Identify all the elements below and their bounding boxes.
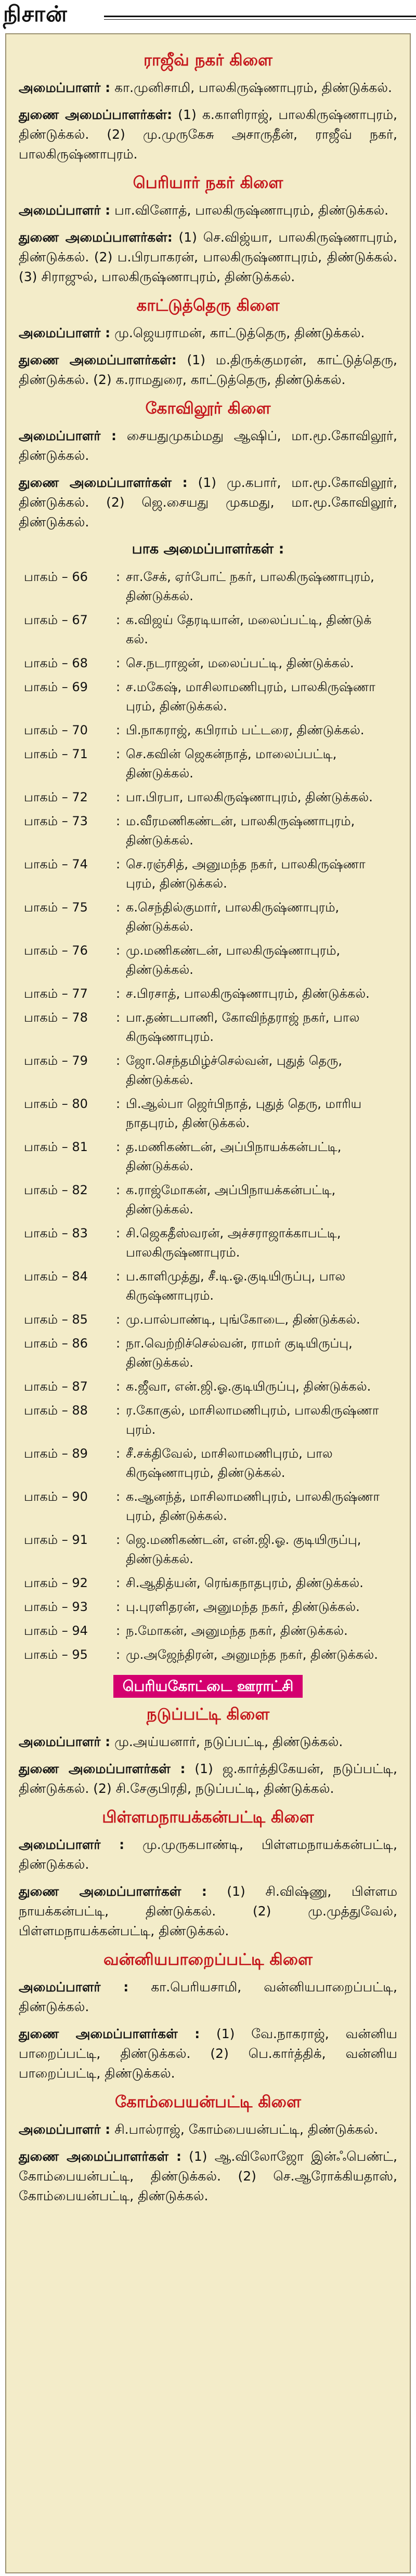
ward-colon: : — [115, 1533, 121, 1547]
ward-number: பாகம் – 84 — [24, 1269, 88, 1284]
organizer-text: சையதுமுகம்மது ஆஷிப், மா.மூ.கோவிலூர், திண்டுக்கல். — [19, 428, 397, 463]
ward-number: பாகம் – 95 — [24, 1647, 88, 1662]
organizer-label: அமைப்பாளர் : — [19, 1979, 129, 1994]
ward-row — [19, 1224, 397, 1262]
ward-organizer-name: க.ஆனந்த், மாசிலாமணிபுரம், பாலகிருஷ்ணா புரம், திண்டுக்கல். — [126, 1489, 380, 1523]
ward-colon: : — [115, 723, 121, 737]
ward-organizer-name: மு.மணிகண்டன், பாலகிருஷ்ணாபுரம், திண்டுக்கல். — [126, 943, 341, 977]
ward-colon: : — [115, 1600, 121, 1614]
ward-organizer-name: செ.ரஞ்சித், அனுமந்த நகர், பாலகிருஷ்ணா புரம், திண்டுக்கல். — [126, 857, 366, 891]
ward-organizer-name: மு.அஜேந்திரன், அனுமந்த நகர், திண்டுக்கல். — [126, 1647, 378, 1662]
ward-colon: : — [115, 1183, 121, 1197]
ward-number: பாகம் – 94 — [24, 1623, 88, 1638]
ward-colon: : — [115, 1269, 121, 1284]
branch-title: ராஜீவ் நகர் கிளை — [144, 51, 272, 70]
ward-number: பாகம் – 71 — [24, 747, 88, 761]
deputy-label: துணை அமைப்பாளர்கள்: — [19, 107, 173, 122]
ward-number: பாகம் – 72 — [24, 790, 88, 804]
ward-organizers-heading: பாக அமைப்பாளர்கள் : — [132, 541, 284, 557]
organizer-text: சி.பால்ராஜ், கோம்பையன்பட்டி, திண்டுக்கல். — [110, 2122, 379, 2137]
organizer-text: மு.முருகபாண்டி, பிள்ளமநாயக்கன்பட்டி, திண்டுக்கல். — [19, 1837, 397, 1872]
ward-row — [19, 812, 397, 850]
ward-number: பாகம் – 76 — [24, 943, 88, 958]
ward-organizer-name: த.மணிகண்டன், அப்பிநாயக்கன்பட்டி, திண்டுக்கல். — [126, 1140, 342, 1173]
ward-organizer-name: ஜெ.மணிகண்டன், என்.ஜி.ஓ. குடியிருப்பு, திண்டுக்கல். — [126, 1533, 361, 1566]
ward-number: பாகம் – 89 — [24, 1446, 88, 1461]
ward-row — [19, 1597, 397, 1617]
deputy-label: துணை அமைப்பாளர்கள்: — [19, 230, 173, 245]
publication-name: நிசான் — [3, 1, 68, 27]
panchayat-banner: பெரியகோட்டை ஊராட்சி — [113, 1675, 303, 1698]
ward-number: பாகம் – 79 — [24, 1053, 88, 1068]
organizer-line — [19, 201, 397, 220]
ward-organizer-name: க.ஜீவா, என்.ஜி.ஓ.குடியிருப்பு, திண்டுக்கல். — [126, 1379, 371, 1394]
ward-number: பாகம் – 75 — [24, 900, 88, 915]
ward-organizer-name: பு.புரளிதரன், அனுமந்த நகர், திண்டுக்கல். — [126, 1600, 360, 1614]
ward-row — [19, 1138, 397, 1176]
ward-number: பாகம் – 86 — [24, 1336, 88, 1351]
ward-organizer-name: சீ.சக்திவேல், மாசிலாமணிபுரம், பால கிருஷ்ணாபுரம், திண்டுக்கல். — [126, 1446, 333, 1480]
ward-colon: : — [115, 1576, 121, 1590]
ward-organizer-name: ம.வீரமணிகண்டன், பாலகிருஷ்ணாபுரம், திண்டுக்கல். — [126, 814, 355, 848]
branch-title: கோவிலூர் கிளை — [145, 399, 271, 418]
ward-number: பாகம் – 82 — [24, 1183, 88, 1197]
organizer-label: அமைப்பாளர் : — [19, 203, 111, 218]
deputy-label: துணை அமைப்பாளர்கள் : — [19, 475, 188, 490]
deputy-label: துணை அமைப்பாளர்கள் : — [19, 1761, 186, 1776]
masthead-rule — [104, 16, 416, 20]
organizer-label: அமைப்பாளர் : — [19, 80, 111, 95]
ward-colon: : — [115, 570, 121, 584]
ward-row — [19, 1267, 397, 1305]
ward-organizer-name: மு.பால்பாண்டி, புங்கோடை, திண்டுக்கல். — [126, 1312, 360, 1327]
ward-row — [19, 984, 397, 1003]
deputy-label: துணை அமைப்பாளர்கள் : — [19, 2149, 181, 2164]
ward-number: பாகம் – 88 — [24, 1403, 88, 1418]
ward-row — [19, 1051, 397, 1090]
ward-row — [19, 1377, 397, 1396]
ward-colon: : — [115, 1446, 121, 1461]
ward-number: பாகம் – 87 — [24, 1379, 88, 1394]
deputy-text: (1) ஆ.விலோஜோ இன்ஃபெண்ட், கோம்பையன்பட்டி, திண்டுக்கல். (2) செ.ஆரோக்கியதாஸ், கோம்பையன்பட்டி, திண்டுக்கல். — [19, 2149, 397, 2203]
deputy-organizers-line — [19, 1759, 397, 1799]
deputy-organizers-line — [19, 2024, 397, 2083]
organizer-text: பா.வினோத், பாலகிருஷ்ணாபுரம், திண்டுக்கல். — [110, 203, 389, 218]
organizer-label: அமைப்பாளர் : — [19, 325, 111, 340]
ward-colon: : — [115, 857, 121, 871]
ward-organizer-name: பி.நாகராஜ், கபிராம் பட்டரை, திண்டுக்கல். — [126, 723, 365, 737]
ward-number: பாகம் – 73 — [24, 814, 88, 828]
ward-organizer-name: க.செந்தில்குமார், பாலகிருஷ்ணாபுரம், திண்டுக்கல். — [126, 900, 340, 934]
ward-organizer-name: சா.சேக், ஏர்போட் நகர், பாலகிருஷ்ணாபுரம், திண்டுக்கல். — [126, 570, 374, 603]
ward-row — [19, 654, 397, 673]
deputy-label: துணை அமைப்பாளர்கள் : — [19, 2026, 200, 2041]
branch-title: காட்டுத்தெரு கிளை — [136, 296, 280, 315]
organizer-label: அமைப்பாளர் : — [19, 428, 116, 443]
ward-colon: : — [115, 1489, 121, 1504]
ward-row — [19, 855, 397, 893]
organizer-text: மு.அய்யனார், நடுப்பட்டி, திண்டுக்கல். — [110, 1734, 343, 1749]
deputy-organizers-line — [19, 228, 397, 287]
ward-colon: : — [115, 613, 121, 627]
deputy-label: துணை அமைப்பாளர்கள்: — [19, 352, 177, 367]
branch-title: நடுப்பட்டி கிளை — [146, 1705, 270, 1724]
ward-row — [19, 1008, 397, 1047]
ward-organizer-name: ஜோ.செந்தமிழ்ச்செல்வன், புதுத் தெரு, திண்டுக்கல். — [126, 1053, 342, 1087]
ward-number: பாகம் – 74 — [24, 857, 88, 871]
deputy-organizers-line — [19, 105, 397, 164]
deputy-text: (1) ம.திருக்குமரன், காட்டுத்தெரு, திண்டுக்கல். (2) க.ராமதுரை, காட்டுத்தெரு, திண்டுக்கல். — [19, 352, 397, 387]
ward-row — [19, 1310, 397, 1329]
ward-row — [19, 788, 397, 807]
ward-colon: : — [115, 1379, 121, 1394]
ward-colon: : — [115, 1647, 121, 1662]
ward-colon: : — [115, 790, 121, 804]
organizer-line — [19, 426, 397, 466]
ward-row — [19, 1181, 397, 1219]
ward-number: பாகம் – 85 — [24, 1312, 88, 1327]
organizer-text: மு.ஜெயராமன், காட்டுத்தெரு, திண்டுக்கல். — [110, 325, 365, 340]
deputy-organizers-line — [19, 1882, 397, 1941]
ward-number: பாகம் – 90 — [24, 1489, 88, 1504]
ward-colon: : — [115, 900, 121, 915]
ward-row — [19, 1334, 397, 1372]
ward-colon: : — [115, 680, 121, 694]
ward-organizer-name: ச.பிரசாத், பாலகிருஷ்ணாபுரம், திண்டுக்கல். — [126, 986, 370, 1001]
ward-colon: : — [115, 1336, 121, 1351]
ward-number: பாகம் – 66 — [24, 570, 88, 584]
ward-organizer-name: ப.காளிமுத்து, சீ.டி.ஓ.குடியிருப்பு, பால கிருஷ்ணாபுரம். — [126, 1269, 346, 1303]
ward-organizer-name: ர.கோகுல், மாசிலாமணிபுரம், பாலகிருஷ்ணா புரம். — [126, 1403, 379, 1437]
organizer-line — [19, 1732, 397, 1752]
ward-row — [19, 941, 397, 980]
branch-title: பெரியார் நகர் கிளை — [133, 174, 283, 192]
ward-organizer-name: க.ராஜ்மோகன், அப்பிநாயக்கன்பட்டி, திண்டுக்கல். — [126, 1183, 336, 1217]
announcement-panel — [5, 33, 411, 2573]
deputy-text: (1) வே.நாகராஜ், வன்னிய பாறைப்பட்டி, திண்டுக்கல். (2) பெ.கார்த்திக், வன்னிய பாறைப்பட்டி, திண்டுக்கல். — [19, 2026, 397, 2081]
organizer-label: அமைப்பாளர் : — [19, 1734, 111, 1749]
branch-sections-b — [19, 1703, 397, 2206]
ward-colon: : — [115, 1312, 121, 1327]
ward-row — [19, 721, 397, 740]
ward-organizer-name: பா.பிரபா, பாலகிருஷ்ணாபுரம், திண்டுக்கல். — [126, 790, 373, 804]
deputy-text: (1) க.காளிராஜ், பாலகிருஷ்ணாபுரம், திண்டுக்கல். (2) மு.முருகேசு அசாருதீன், ராஜீவ் நகர், பாலகிருஷ்ணாபுரம். — [19, 107, 397, 162]
branch-title: வன்னியபாறைப்பட்டி கிளை — [103, 1950, 313, 1969]
ward-organizer-name: நா.வெற்றிச்செல்வன், ராமர் குடியிருப்பு, திண்டுக்கல். — [126, 1336, 353, 1370]
organizer-line — [19, 323, 397, 343]
ward-organizer-name: பா.தண்டபாணி, கோவிந்தராஜ் நகர், பால கிருஷ்ணாபுரம். — [126, 1010, 360, 1044]
ward-colon: : — [115, 1097, 121, 1111]
ward-row — [19, 745, 397, 783]
ward-number: பாகம் – 83 — [24, 1226, 88, 1240]
deputy-organizers-line — [19, 2147, 397, 2206]
deputy-text: (1) மு.கபார், மா.மூ.கோவிலூர், திண்டுக்கல். (2) ஜெ.சையது முகமது, மா.மூ.கோவிலூர், திண்டுக்கல். — [19, 475, 397, 530]
ward-organizer-name: சி.ஜெகதீஸ்வரன், அச்சராஜாக்காபட்டி, பாலகிருஷ்ணாபுரம். — [126, 1226, 341, 1260]
ward-number: பாகம் – 80 — [24, 1097, 88, 1111]
deputy-text: (1) சி.விஷ்ணு, பிள்ளம நாயக்கன்பட்டி, திண்டுக்கல். (2) மு.முத்துவேல், பிள்ளமநாயக்கன்பட்டி, திண்டுக்கல். — [19, 1884, 397, 1938]
organizer-line — [19, 1977, 397, 2017]
ward-number: பாகம் – 91 — [24, 1533, 88, 1547]
organizer-line — [19, 1835, 397, 1874]
ward-colon: : — [115, 656, 121, 670]
ward-organizer-name: ந.மோகன், அனுமந்த நகர், திண்டுக்கல். — [126, 1623, 348, 1638]
deputy-organizers-line — [19, 473, 397, 532]
ward-number: பாகம் – 81 — [24, 1140, 88, 1154]
deputy-text: (1) செ.விஜ்யா, பாலகிருஷ்ணாபுரம், திண்டுக்கல். (2) ப.பிரபாகரன், பாலகிருஷ்ணாபுரம், திண்டுக்கல். (3) சிராஜுல், பாலகிருஷ்ணாபுரம், திண்டுக்கல். — [19, 230, 397, 284]
organizer-text: கா.பெரியசாமி, வன்னியபாறைப்பட்டி, திண்டுக்கல். — [19, 1979, 397, 2014]
deputy-organizers-line — [19, 350, 397, 390]
masthead — [0, 0, 416, 30]
ward-row — [19, 898, 397, 936]
ward-colon: : — [115, 986, 121, 1001]
ward-colon: : — [115, 1053, 121, 1068]
deputy-label: துணை அமைப்பாளர்கள் : — [19, 1884, 207, 1899]
ward-organizer-name: க.விஜய் தேரடியான், மலைப்பட்டி, திண்டுக் கல். — [126, 613, 372, 646]
ward-colon: : — [115, 1623, 121, 1638]
ward-row — [19, 1621, 397, 1641]
ward-number: பாகம் – 69 — [24, 680, 88, 694]
ward-row — [19, 1487, 397, 1526]
ward-colon: : — [115, 1226, 121, 1240]
ward-row — [19, 567, 397, 606]
organizer-label: அமைப்பாளர் : — [19, 2122, 111, 2137]
organizer-text: கா.முனிசாமி, பாலகிருஷ்ணாபுரம், திண்டுக்கல். — [110, 80, 392, 95]
ward-colon: : — [115, 1403, 121, 1418]
ward-organizer-name: பி.ஆல்பா ஜெர்பிநாத், புதுத் தெரு, மாரிய நாதபுரம், திண்டுக்கல். — [126, 1097, 362, 1130]
ward-row — [19, 1094, 397, 1133]
organizer-line — [19, 2120, 397, 2139]
ward-row — [19, 1444, 397, 1483]
ward-organizer-name: ச.மகேஷ், மாசிலாமணிபுரம், பாலகிருஷ்ணா புரம், திண்டுக்கல். — [126, 680, 375, 714]
deputy-text: (1) ஜ.கார்த்திகேயன், நடுப்பட்டி, திண்டுக்கல். (2) சி.சேகுபிரதி, நடுப்பட்டி, திண்டுக்கல். — [19, 1761, 397, 1796]
ward-colon: : — [115, 1010, 121, 1025]
ward-number: பாகம் – 70 — [24, 723, 88, 737]
ward-number: பாகம் – 77 — [24, 986, 88, 1001]
ward-colon: : — [115, 1140, 121, 1154]
ward-row — [19, 1530, 397, 1569]
ward-organizers-list — [19, 567, 397, 1665]
ward-row — [19, 1645, 397, 1665]
ward-row — [19, 611, 397, 649]
organizer-line — [19, 78, 397, 98]
ward-number: பாகம் – 92 — [24, 1576, 88, 1590]
ward-number: பாகம் – 67 — [24, 613, 88, 627]
ward-row — [19, 1401, 397, 1439]
ward-colon: : — [115, 814, 121, 828]
ward-organizer-name: செ.நடராஜன், மலைப்பட்டி, திண்டுக்கல். — [126, 656, 354, 670]
ward-row — [19, 678, 397, 716]
ward-number: பாகம் – 93 — [24, 1600, 88, 1614]
ward-organizer-name: செ.கவின் ஜெகன்நாத், மாலைப்பட்டி, திண்டுக்கல். — [126, 747, 337, 781]
ward-number: பாகம் – 68 — [24, 656, 88, 670]
ward-number: பாகம் – 78 — [24, 1010, 88, 1025]
branch-title: பிள்ளமநாயக்கன்பட்டி கிளை — [102, 1808, 314, 1827]
branch-title: கோம்பையன்பட்டி கிளை — [115, 2093, 301, 2111]
branch-sections-a — [19, 49, 397, 532]
ward-colon: : — [115, 943, 121, 958]
panchayat-banner-wrap — [19, 1675, 397, 1698]
organizer-label: அமைப்பாளர் : — [19, 1837, 125, 1852]
ward-colon: : — [115, 747, 121, 761]
ward-organizer-name: சி.ஆதித்யன், ரெங்கநாதபுரம், திண்டுக்கல். — [126, 1576, 363, 1590]
ward-row — [19, 1574, 397, 1593]
